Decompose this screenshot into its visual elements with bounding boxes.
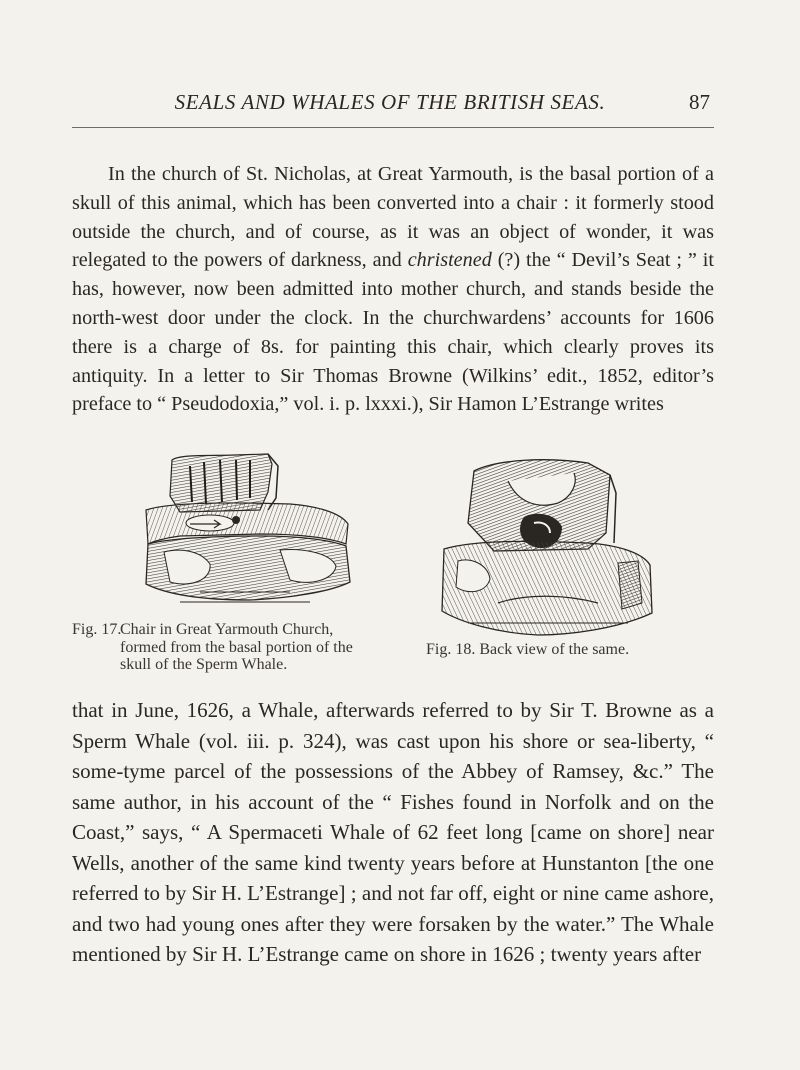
figure-18-caption-text: Back view of the same.: [479, 641, 630, 658]
page-number: 87: [689, 90, 710, 114]
paragraph-1: [72, 160, 714, 419]
paragraph-1-text-b: (?) the “ Devil’s Seat ; ” it has, however, now been admitted into mother church, and stands beside the north-west door under the clock. In the churchwardens’ accounts for 1606 there is a charge of 8s. for painting this chair, which clearly proves its antiquity. In a letter to Sir Thomas Browne (Wilkins’ edit., 1852, editor’s preface to “ Pseudodoxia,” vol. i. p. lxxxi.), Sir Hamon L’Estrange writes: [72, 249, 714, 416]
figure-17-illustration: [140, 452, 355, 610]
skull-back-engraving-icon: [438, 453, 656, 641]
skull-chair-engraving-icon: [140, 452, 355, 610]
figure-18-illustration: [438, 453, 656, 641]
paragraph-2: that in June, 1626, a Whale, afterwards referred to by Sir T. Browne as a Sperm Whale (vol. iii. p. 324), was cast upon his shore or sea-liberty, “ some-tyme parcel of the possessions of the Abbey of Ramsey, &c.” The same author, in his account of the “ Fishes found in Norfolk and on the Coast,” says, “ A Spermaceti Whale of 62 feet long [came on shore] near Wells, another of the same kind twenty years before at Hunstanton [the one referred to by Sir H. L’Estrange] ; and not far off, eight or nine came ashore, and two had young ones after they were forsaken by the water.” The Whale mentioned by Sir H. L’Estrange came on shore in 1626 ; twenty years after: [72, 698, 714, 966]
page-header: [72, 90, 724, 120]
running-head: SEALS AND WHALES OF THE BRITISH SEAS.: [174, 90, 606, 114]
figure-17-caption-text: Chair in Great Yarmouth Church, formed from the basal portion of the skull of the Sperm Whale.: [120, 621, 353, 673]
figure-18-label: Fig. 18.: [426, 641, 476, 658]
header-rule: [72, 127, 714, 128]
paragraph-1-italic: christened: [407, 249, 492, 272]
figure-17-label: Fig. 17.: [72, 621, 122, 638]
paragraph-1-text-a: In the church of St. Nicholas, at Great Yarmouth, is the basal portion of a skull of this animal, which has been converted into a chair : it formerly stood outside the church, and of course, as it was an object of wonder, it was relegated to the powers of darkness, and: [72, 163, 714, 272]
figure-18-caption: [426, 641, 726, 659]
figure-17-caption: [72, 621, 382, 674]
